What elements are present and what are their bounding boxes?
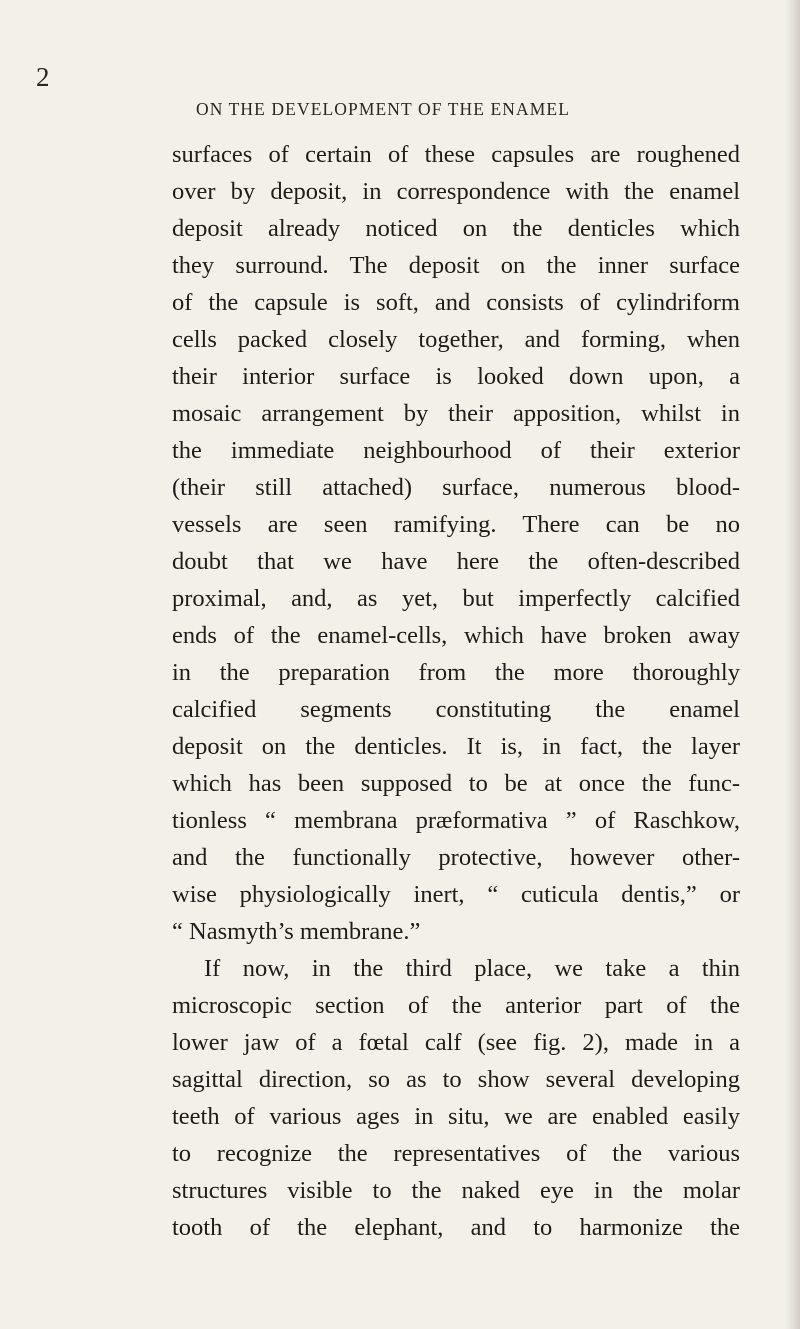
body-line: tionless “ membrana præformativa ” of Raschkow,: [172, 807, 740, 834]
body-line: sagittal direction, so as to show several developing: [172, 1066, 740, 1093]
body-line: structures visible to the naked eye in the molar: [172, 1177, 740, 1204]
body-line: calcified segments constituting the enamel: [172, 696, 740, 723]
body-line: doubt that we have here the often-described: [172, 548, 740, 575]
body-line: vessels are seen ramifying. There can be no: [172, 511, 740, 538]
body-line: and the functionally protective, however other-: [172, 844, 740, 871]
body-line: surfaces of certain of these capsules are roughened: [172, 141, 740, 168]
body-line: teeth of various ages in situ, we are enabled easily: [172, 1103, 740, 1130]
body-line: over by deposit, in correspondence with the enamel: [172, 178, 740, 205]
body-line: the immediate neighbourhood of their exterior: [172, 437, 740, 464]
body-line: If now, in the third place, we take a thin: [204, 955, 740, 982]
body-line: lower jaw of a fœtal calf (see fig. 2), made in a: [172, 1029, 740, 1056]
body-line: their interior surface is looked down upon, a: [172, 363, 740, 390]
running-head: ON THE DEVELOPMENT OF THE ENAMEL: [196, 99, 571, 119]
body-line: of the capsule is soft, and consists of cylindriform: [172, 289, 740, 316]
body-line: ends of the enamel-cells, which have broken away: [172, 622, 740, 649]
body-line: tooth of the elephant, and to harmonize the: [172, 1214, 740, 1241]
body-line: microscopic section of the anterior part of the: [172, 992, 740, 1019]
body-line: cells packed closely together, and forming, when: [172, 326, 740, 353]
body-line: “ Nasmyth’s membrane.”: [172, 918, 421, 945]
body-line: they surround. The deposit on the inner surface: [172, 252, 740, 279]
page-number: 2: [36, 62, 50, 92]
body-line: (their still attached) surface, numerous blood-: [172, 474, 740, 501]
body-line: in the preparation from the more thoroughly: [172, 659, 740, 686]
body-line: to recognize the representatives of the various: [172, 1140, 740, 1167]
body-line: wise physiologically inert, “ cuticula dentis,” or: [172, 881, 740, 908]
body-line: which has been supposed to be at once the func-: [172, 770, 740, 797]
body-line: proximal, and, as yet, but imperfectly calcified: [172, 585, 740, 612]
body-line: mosaic arrangement by their apposition, whilst in: [172, 400, 740, 427]
body-line: deposit on the denticles. It is, in fact, the layer: [172, 733, 740, 760]
body-line: deposit already noticed on the denticles which: [172, 215, 740, 242]
